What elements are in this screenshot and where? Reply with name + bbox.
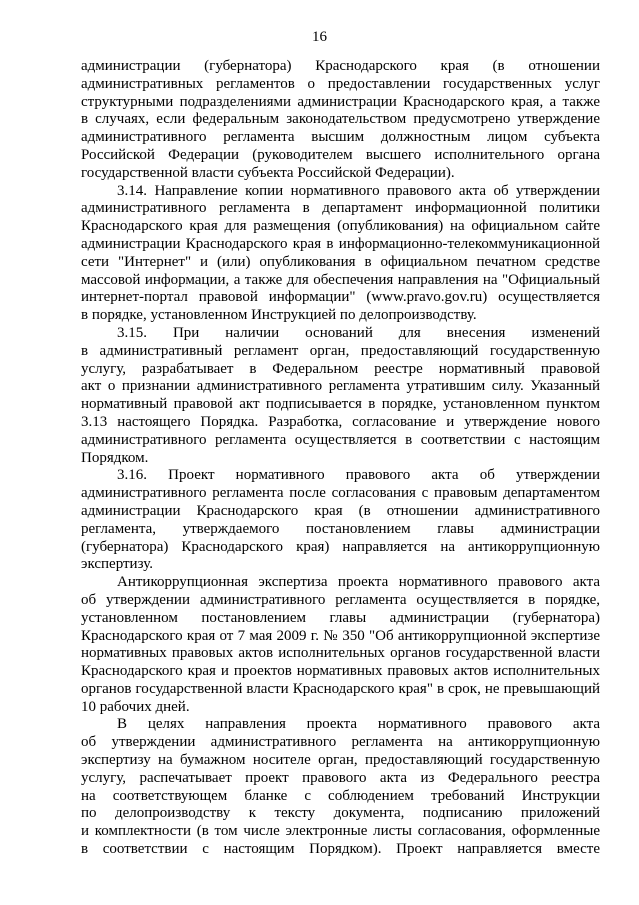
text-line: Краснодарского края и проектов нормативных правовых актов исполнительных: [81, 663, 600, 680]
document-body: [81, 58, 600, 859]
text-line: услугу, распечатывает проект правового акта из Федерального реестра: [81, 769, 600, 786]
text-line: сети "Интернет" и (или) опубликования в официальном печатном средстве: [81, 253, 600, 270]
text-line: регламента, утверждаемого постановлением главы администрации: [81, 520, 600, 537]
text-line: нормативный правовой акт подписывается в порядке, установленном пунктом: [81, 396, 600, 413]
text-line: Краснодарского края от 7 мая 2009 г. № 350 "Об антикоррупционной экспертизе: [81, 627, 600, 644]
text-line: экспертизу.: [81, 556, 153, 573]
text-line: 3.14. Направление копии нормативного правового акта об утверждении: [117, 182, 600, 199]
text-line: акт о признании административного регламента утратившим силу. Указанный: [81, 378, 600, 395]
text-line: нормативных правовых актов исполнительных органов государственной власти: [81, 645, 600, 662]
text-line: экспертизу на бумажном носителе орган, предоставляющий государственную: [81, 752, 600, 769]
text-line: интернет-портал правовой информации" (www.pravo.gov.ru) осуществляется: [81, 289, 600, 306]
text-line: Антикоррупционная экспертиза проекта нормативного правового акта: [117, 574, 600, 591]
text-line: В целях направления проекта нормативного правового акта: [117, 716, 600, 733]
text-line: в порядке, установленном Инструкцией по делопроизводству.: [81, 307, 477, 324]
text-line: 3.16. Проект нормативного правового акта об утверждении: [117, 467, 600, 484]
text-line: по делопроизводству к тексту документа, подписанию приложений: [81, 805, 600, 822]
text-line: административного регламента осуществляется в соответствии с настоящим: [81, 431, 600, 448]
text-line: на соответствующем бланке с соблюдением требований Инструкции: [81, 787, 600, 804]
text-line: в административный регламент орган, предоставляющий государственную: [81, 342, 600, 359]
text-line: 3.13 настоящего Порядка. Разработка, согласование и утверждение нового: [81, 413, 600, 430]
text-line: Российской Федерации (руководителем высшего исполнительного органа: [81, 146, 600, 163]
text-line: органов государственной власти Краснодарского края" в срок, не превышающий: [81, 680, 600, 697]
text-line: административного регламента после согласования с правовым департаментом: [81, 485, 600, 502]
text-line: 3.15. При наличии оснований для внесения изменений: [117, 324, 600, 341]
text-line: государственной власти субъекта Российской Федерации).: [81, 164, 455, 181]
text-line: установленном постановлением главы администрации (губернатора): [81, 609, 600, 626]
text-line: администрации Краснодарского края (в отношении административного: [81, 502, 600, 519]
text-line: в случаях, если федеральным законодательством предусмотрено утверждение: [81, 111, 600, 128]
text-line: администрации Краснодарского края в информационно-телекоммуникационной: [81, 235, 600, 252]
text-line: административного регламента высшим должностным лицом субъекта: [81, 129, 600, 146]
text-line: административного регламента в департамент информационной политики: [81, 200, 600, 217]
text-line: структурными подразделениями администрации Краснодарского края, а также: [81, 93, 600, 110]
text-line: 10 рабочих дней.: [81, 698, 190, 715]
text-line: об утверждении административного регламента осуществляется в порядке,: [81, 591, 600, 608]
text-line: Краснодарского края для размещения (опубликования) на официальном сайте: [81, 218, 600, 235]
text-line: Порядком.: [81, 449, 149, 466]
text-line: в соответствии с настоящим Порядком). Проект направляется вместе: [81, 841, 600, 858]
text-line: администрации (губернатора) Краснодарского края (в отношении: [81, 58, 600, 74]
text-line: (губернатора) Краснодарского края) направляется на антикоррупционную: [81, 538, 600, 555]
text-line: и комплектности (в том числе электронные листы согласования, оформленные: [81, 823, 600, 840]
text-line: административных регламентов о предоставлении государственных услуг: [81, 75, 600, 92]
text-line: услугу, разрабатывает в Федеральном реестре нормативный правовой: [81, 360, 600, 377]
page-number: 16: [312, 29, 327, 45]
text-line: массовой информации, а также для обеспечения направления на "Официальный: [81, 271, 600, 288]
text-line: об утверждении административного регламента на антикоррупционную: [81, 734, 600, 751]
